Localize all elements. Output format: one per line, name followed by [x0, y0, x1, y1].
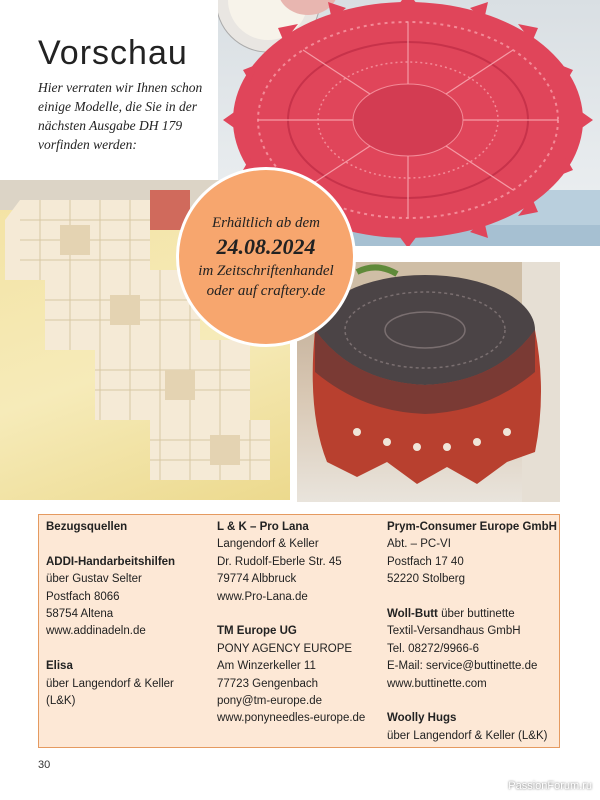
supplier-lk-website[interactable]: www.Pro-Lana.de: [217, 590, 308, 603]
page-title: Vorschau: [38, 34, 188, 72]
supplier-wollbutt-email[interactable]: E-Mail: service@buttinette.de: [387, 660, 538, 673]
supplier-wollbutt-line: Textil-Versandhaus GmbH: [387, 625, 521, 638]
supplier-wollbutt-name: Woll-Butt: [387, 608, 438, 621]
supplier-addi-website[interactable]: www.addinadeln.de: [46, 625, 146, 638]
supplier-tm-line: PONY AGENCY EUROPE: [217, 642, 353, 655]
supplier-tm-name: TM Europe UG: [217, 625, 297, 638]
supplier-elisa-line: über Langendorf & Keller (L&K): [46, 677, 174, 708]
supplier-tm-email[interactable]: pony@tm-europe.de: [217, 695, 323, 708]
supplier-tm-line: Am Winzerkeller 11: [217, 660, 316, 673]
supplier-addi-line: 58754 Altena: [46, 608, 114, 621]
supplier-addi-line: Postfach 8066: [46, 590, 120, 603]
watermark: PassionForum.ru: [508, 780, 592, 792]
supplier-addi-name: ADDI-Handarbeitshilfen: [46, 555, 176, 568]
sources-column-2: [217, 519, 387, 728]
supplier-prym-line: 52220 Stolberg: [387, 573, 466, 586]
sources-column-1: [46, 519, 206, 710]
supplier-wollbutt-header: [387, 606, 557, 623]
supplier-prym-name: Prym-Consumer Europe GmbH: [387, 521, 557, 533]
supplier-woolly-line: über Langendorf & Keller (L&K): [387, 729, 548, 742]
intro-text: Hier verraten wir Ihnen schon einige Modelle, die Sie in der nächsten Ausgabe DH 179 vorfinden werden:: [38, 80, 203, 152]
page-number: 30: [38, 759, 51, 771]
supplier-prym-line: Abt. – PC-VI: [387, 538, 451, 551]
badge-date: 24.08.2024: [216, 234, 316, 259]
supplier-woolly-name: Woolly Hugs: [387, 712, 457, 725]
supplier-lk-line: Langendorf & Keller: [217, 538, 319, 551]
badge-line-3: im Zeitschriftenhandel: [198, 263, 334, 279]
badge-line-4: oder auf craftery.de: [206, 283, 326, 299]
supplier-tm-website[interactable]: www.ponyneedles-europe.de: [217, 712, 366, 725]
supplier-elisa-name: Elisa: [46, 660, 73, 673]
supplier-tm-line: 77723 Gengenbach: [217, 677, 319, 690]
sources-column-3: [387, 519, 557, 745]
sources-heading: Bezugsquellen: [46, 521, 128, 533]
sources-box: [38, 514, 560, 748]
availability-badge: [176, 167, 356, 347]
supplier-prym-line: Postfach 17 40: [387, 555, 464, 568]
supplier-wollbutt-phone: Tel. 08272/9966-6: [387, 642, 480, 655]
supplier-wollbutt-website[interactable]: www.buttinette.com: [387, 677, 487, 690]
supplier-lk-line: Dr. Rudolf-Eberle Str. 45: [217, 555, 342, 568]
supplier-addi-line: über Gustav Selter: [46, 573, 142, 586]
badge-line-1: Erhältlich ab dem: [211, 215, 321, 231]
supplier-lk-name: L & K – Pro Lana: [217, 521, 309, 533]
supplier-wollbutt-suffix: über buttinette: [437, 608, 515, 621]
supplier-lk-line: 79774 Albbruck: [217, 573, 297, 586]
